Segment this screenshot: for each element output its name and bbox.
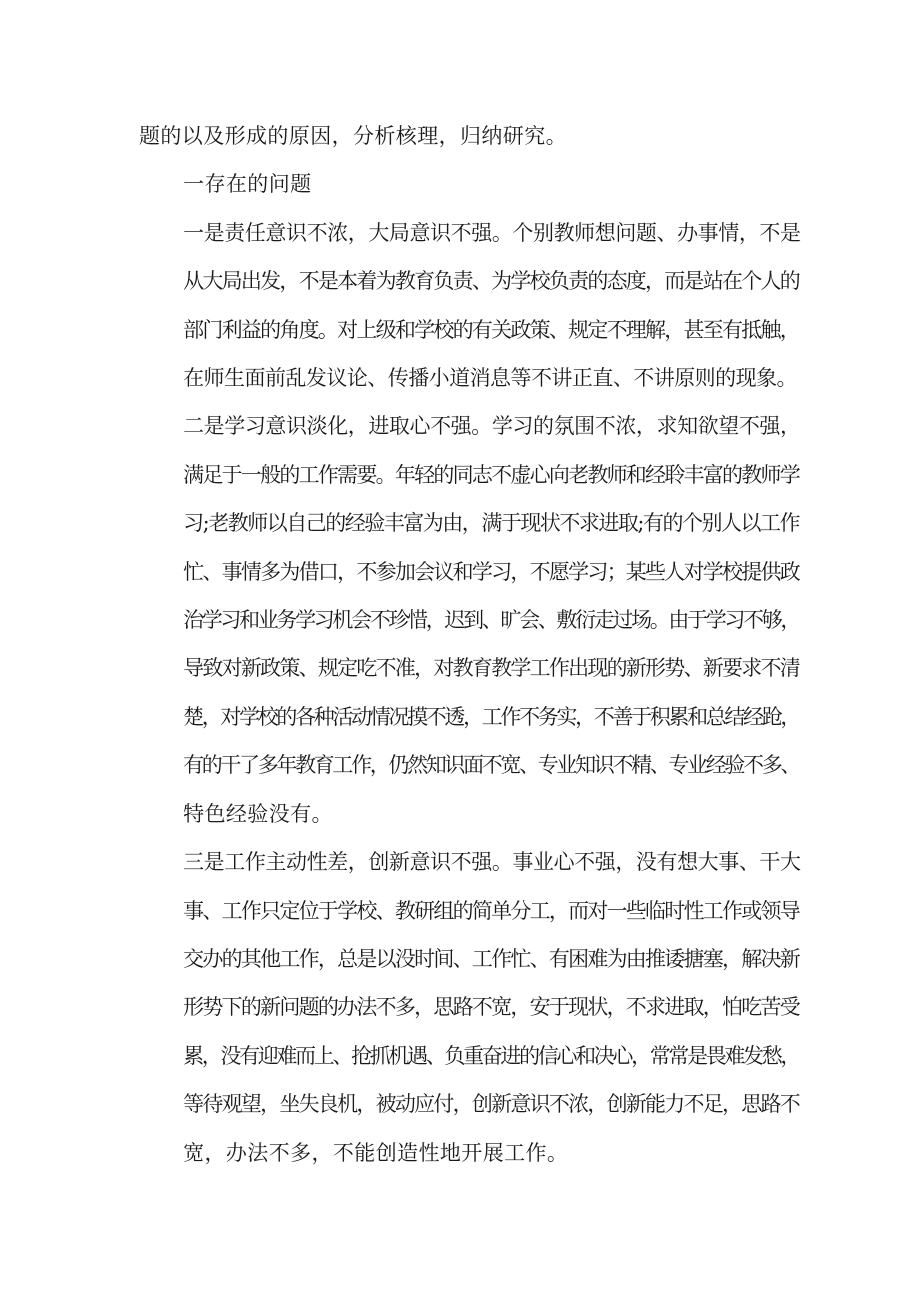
text-line: 二是学习意识淡化，进取心不强。学习的氛围不浓，求知欲望不强， xyxy=(183,414,799,439)
text-line: 治学习和业务学习机会不珍惜，迟到、旷会、敷衍走过场。由于学习不够， xyxy=(183,608,799,633)
text-line: 有的干了多年教育工作，仍然知识面不宽、专业知识不精、专业经验不多、 xyxy=(183,753,799,778)
section-heading xyxy=(139,160,799,208)
text-line: 楚，对学校的各种活动情况摸不透，工作不务实，不善于积累和总结经跄， xyxy=(183,704,799,729)
text-line: 满足于一般的工作需要。年轻的同志不虚心向老教师和经聆丰富的教师学 xyxy=(183,462,799,487)
paragraph-point-one xyxy=(139,209,799,403)
text-line: 忙、事情多为借口，不参加会议和学习，不愿学习；某些人对学校提供政 xyxy=(183,559,799,584)
text-line: 宽，办法不多，不能创造性地开展工作。 xyxy=(183,1140,569,1165)
text-line: 题的以及形成的原因，分析核理，归纳研究。 xyxy=(139,124,567,148)
text-line: 交办的其他工作，总是以没时间、工作忙、有困难为由推诿搪塞，解决新 xyxy=(183,946,799,971)
text-line: 从大局出发，不是本着为教育负责、为学校负责的态度，而是站在个人的 xyxy=(183,269,799,294)
text-line: 一存在的问题 xyxy=(183,172,312,197)
text-line: 一是责任意识不浓，大局意识不强。个别教师想问题、办事情，不是 xyxy=(183,220,799,245)
text-line: 累，没有迎难而上、抢抓机遇、负重奋进的信心和决心，常常是畏难发愁， xyxy=(183,1043,799,1068)
text-line: 三是工作主动性差，创新意识不强。事业心不强，没有想大事、干大 xyxy=(183,850,799,875)
document-body xyxy=(139,112,799,1177)
text-line: 事、工作只定位于学校、教研组的简单分工，而对一些临时性工作或领导 xyxy=(183,898,799,923)
text-line: 等待观望，坐失良机，被动应付，创新意识不浓，创新能力不足，思路不 xyxy=(183,1092,799,1117)
text-line: 习;老教师以自己的经验丰富为由，满于现状不求进取;有的个别人以工作 xyxy=(183,511,799,536)
text-line: 导致对新政策、规定吃不准，对教育教学工作出现的新形势、新要求不清 xyxy=(183,656,799,681)
text-line: 在师生面前乱发议论、传播小道消息等不讲正直、不讲原则的现象。 xyxy=(183,366,797,391)
text-line: 形势下的新问题的办法不多，思路不宽，安于现状，不求进取，怕吃苦受 xyxy=(183,995,799,1020)
text-line: 特色经验没有。 xyxy=(183,801,333,826)
text-line: 部门利益的角度。对上级和学校的有关政策、规定不理解，甚至有抵触， xyxy=(183,317,799,342)
paragraph-intro-continuation xyxy=(139,112,799,160)
paragraph-point-two xyxy=(139,402,799,838)
paragraph-point-three xyxy=(139,838,799,1177)
